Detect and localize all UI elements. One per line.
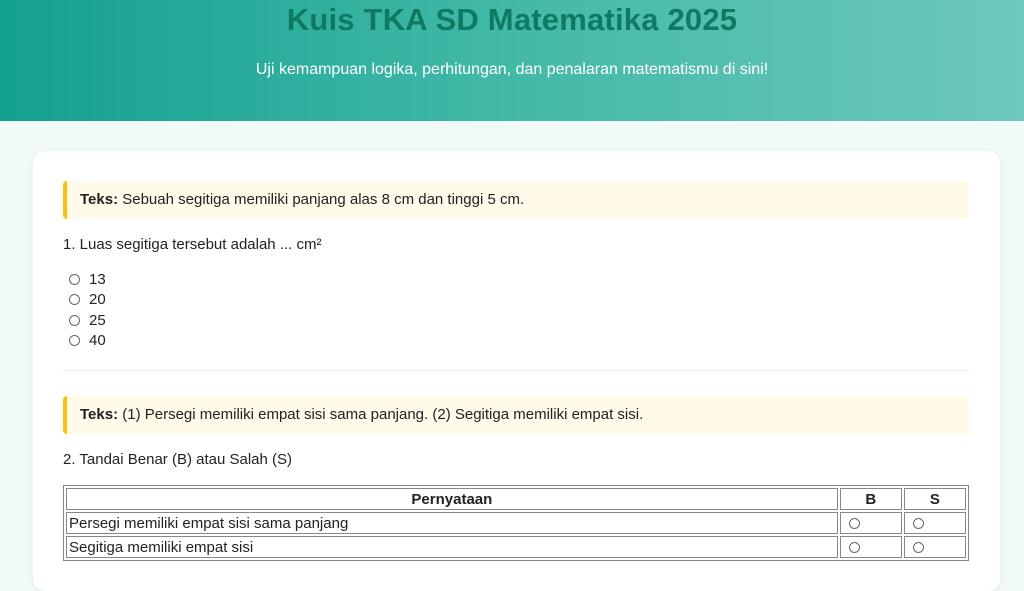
statement-cell: Persegi memiliki empat sisi sama panjang [66, 512, 838, 534]
radio-button[interactable] [69, 294, 80, 305]
true-cell [840, 512, 902, 534]
true-false-table [63, 485, 969, 561]
radio-button-false[interactable] [913, 542, 924, 553]
question-text: 1. Luas segitiga tersebut adalah ... cm² [63, 236, 322, 253]
false-cell [904, 512, 966, 534]
context-label: Teks: [80, 191, 119, 208]
option-a[interactable] [69, 269, 969, 290]
option-label: 20 [89, 291, 106, 309]
answer-options [63, 269, 969, 351]
table-header-row [66, 488, 966, 510]
question-context [63, 181, 969, 219]
radio-button[interactable] [69, 274, 80, 285]
table-row [66, 512, 966, 534]
radio-button[interactable] [69, 335, 80, 346]
true-cell [840, 536, 902, 558]
question-2 [63, 396, 969, 561]
question-text: 2. Tandai Benar (B) atau Salah (S) [63, 451, 293, 468]
radio-button-false[interactable] [913, 518, 924, 529]
column-header-statement: Pernyataan [66, 488, 838, 510]
context-text: Sebuah segitiga memiliki panjang alas 8 cm dan tinggi 5 cm. [118, 191, 525, 208]
false-cell [904, 536, 966, 558]
question-context [63, 396, 969, 434]
radio-button-true[interactable] [849, 542, 860, 553]
page-subtitle: Uji kemampuan logika, perhitungan, dan penalaran matematismu di sini! [255, 61, 769, 78]
question-divider [63, 370, 969, 371]
table-row [66, 536, 966, 558]
context-label: Teks: [80, 406, 119, 423]
quiz-card [33, 151, 1000, 591]
radio-button[interactable] [69, 315, 80, 326]
column-header-false: S [904, 488, 966, 510]
option-b[interactable] [69, 290, 969, 311]
page-title: Kuis TKA SD Matematika 2025 [286, 2, 738, 37]
page-header [0, 0, 1024, 121]
option-label: 25 [89, 311, 106, 329]
option-d[interactable] [69, 331, 969, 352]
option-label: 13 [89, 270, 106, 288]
question-1 [63, 181, 969, 351]
column-header-true: B [840, 488, 902, 510]
statement-cell: Segitiga memiliki empat sisi [66, 536, 838, 558]
option-c[interactable] [69, 310, 969, 331]
radio-button-true[interactable] [849, 518, 860, 529]
option-label: 40 [89, 332, 106, 350]
context-text: (1) Persegi memiliki empat sisi sama panjang. (2) Segitiga memiliki empat sisi. [118, 406, 644, 423]
